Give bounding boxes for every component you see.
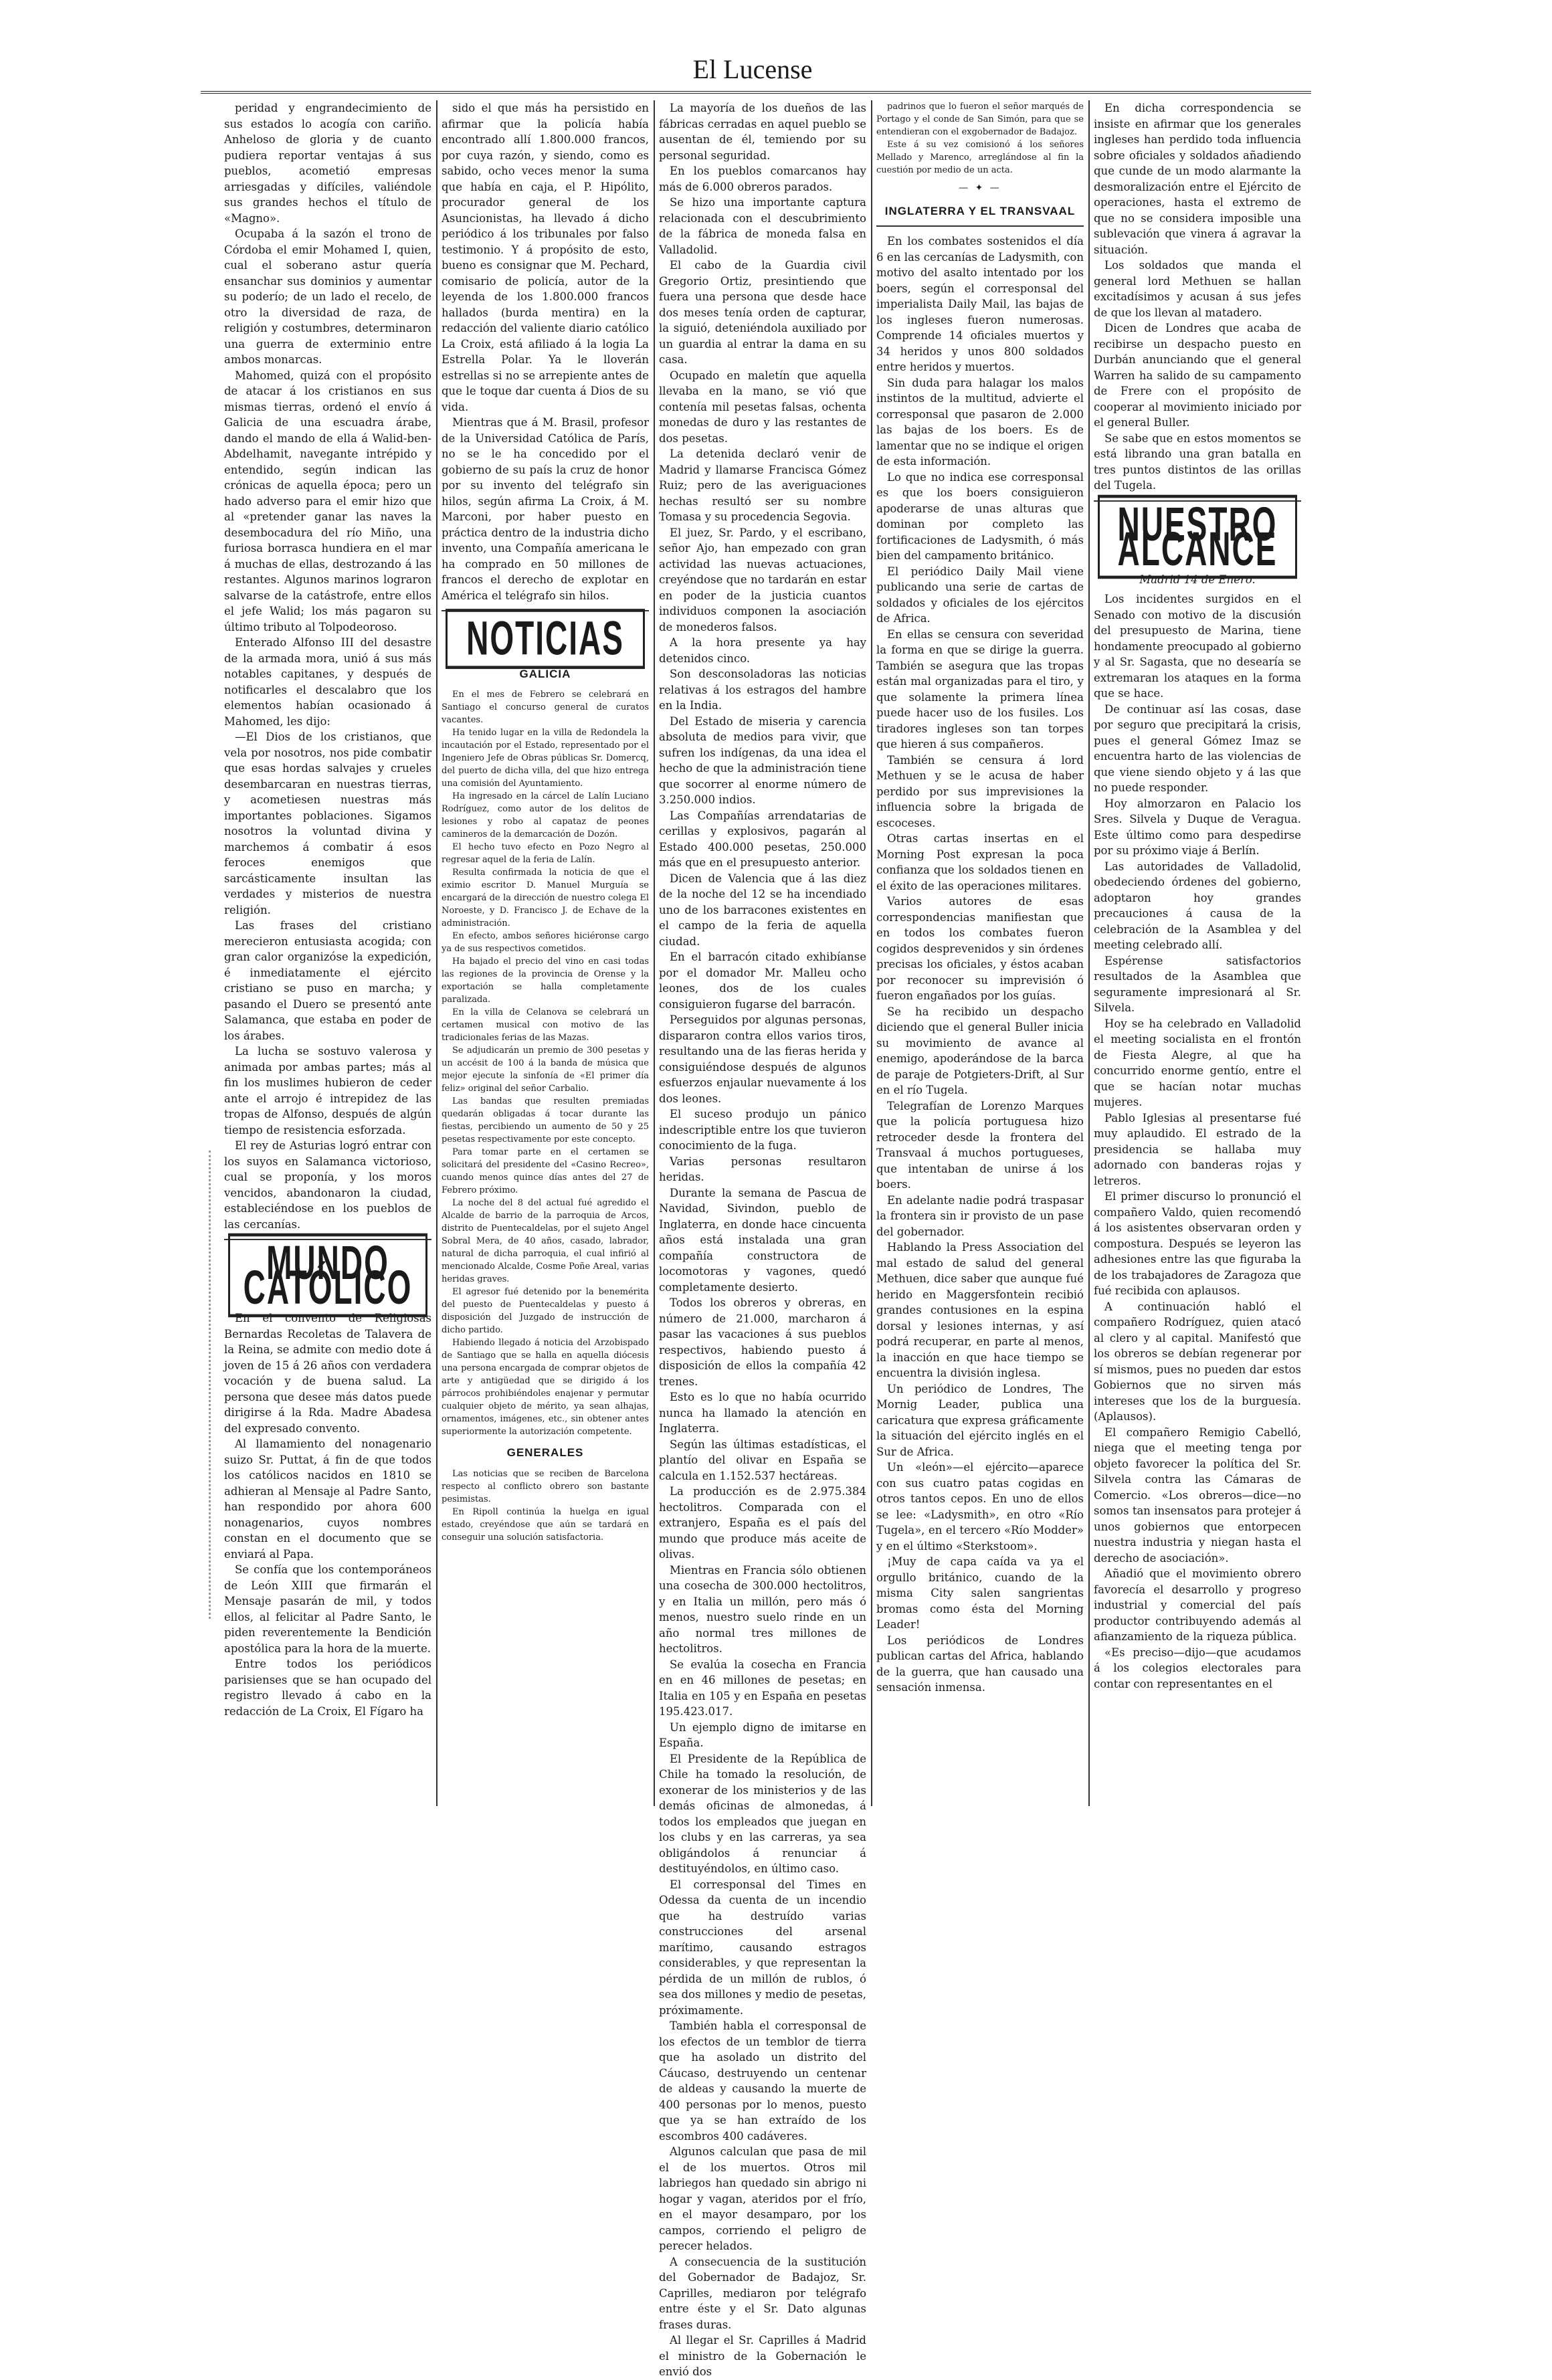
column-divider bbox=[654, 100, 655, 1806]
paragraph: Se ha recibido un despacho diciendo que el general Buller inicia su movimiento de avance al enemigo, apoderándose de la barca de paraje de Potgieters-Drift, al Sur en el río Tugela. bbox=[876, 1005, 1084, 1096]
paragraph: Perseguidos por algunas personas, dispararon contra ellos varios tiros, resultando una de las fieras herida y consiguiéndose después de algunos esfuerzos enjaular nuevamente á los dos leones. bbox=[659, 1013, 866, 1105]
paragraph: A consecuencia de la sustitución del Gobernador de Badajoz, Sr. Caprilles, mediaron por telégrafo entre éste y el Sr. Dato algunas frases duras. bbox=[659, 2255, 866, 2331]
paragraph: Esto es lo que no había ocurrido nunca ha llamado la atención en Inglaterra. bbox=[659, 1391, 866, 1435]
paragraph: Ha tenido lugar en la villa de Redondela la incautación por el Estado, representado por el Ingeniero Jefe de Obras públicas Sr. Domercq, del puerto de dicha villa, del que hizo entrega una comisión del Ayuntamiento. bbox=[442, 728, 649, 789]
column-4 bbox=[876, 100, 1084, 1799]
paragraph: En los pueblos comarcanos hay más de 6.000 obreros parados. bbox=[659, 165, 866, 193]
paragraph: Añadió que el movimiento obrero favorecía el desarrollo y progreso industrial y comercial del país productor contribuyendo además al afianzamiento de la riqueza pública. bbox=[1094, 1567, 1301, 1643]
paragraph: Algunos calculan que pasa de mil el de los muertos. Otros mil labriegos han quedado sin abrigo ni hogar y vagan, ateridos por el frío, en el mayor desamparo, por los campos, corriendo el peligro de perecer helados. bbox=[659, 2145, 866, 2252]
paragraph: Las Compañías arrendatarias de cerillas y explosivos, pagarán al Estado 400.000 pesetas, 250.000 más que en el presupuesto anterior. bbox=[659, 809, 866, 869]
paragraph: A continuación habló el compañero Rodríguez, quien atacó al clero y al capital. Manifestó que los obreros se debían regenerar por sí mismos, pues no pueden dar estos Gobiernos que no sirven más intereses que los de la burguesía. (Aplausos). bbox=[1094, 1300, 1301, 1423]
paragraph: A la hora presente ya hay detenidos cinco. bbox=[659, 636, 866, 665]
paragraph: Entre todos los periódicos parisienses que se han ocupado del registro llevado á cabo en la redacción de La Croix, El Fígaro ha bbox=[224, 1658, 431, 1718]
paragraph: Varias personas resultaron heridas. bbox=[659, 1155, 866, 1183]
paragraph: Espérense satisfactorios resultados de la Asamblea que seguramente impresionará al Sr. Silvela. bbox=[1094, 954, 1301, 1014]
paragraph: Un «león»—el ejército—aparece con sus cuatro patas cogidas en otros tantos cepos. En uno de ellos se lee: «Ladysmith», en otro «Río Tugela», en el tercero «Río Modder» y en el último «Sterkstoom». bbox=[876, 1461, 1084, 1553]
paragraph: Se confía que los contemporáneos de León XIII que firmarán el Mensaje pasarán de mil, y todos ellos, al felicitar al Padre Santo, le piden reverentemente la Bendición apostólica para la hora de la muerte. bbox=[224, 1563, 431, 1655]
column-1 bbox=[224, 100, 431, 1793]
paragraph: Ocupaba á la sazón el trono de Córdoba el emir Mohamed I, quien, cual el soberano astur quería ensanchar sus dominios y aumentar su poderío; de un lado el recelo, de otro la diversidad de raza, de religión y costumbres, determinaron una guerra de exterminio entre ambos monarcas. bbox=[224, 227, 431, 366]
paragraph: El compañero Remigio Cabelló, niega que el meeting tenga por objeto favorecer la política del Sr. Silvela contra las Cámaras de Comercio. «Los obreros—dice—no somos tan insensatos para protejer á unos gobiernos que entorpecen nuestra industria y niegan hasta el derecho de asociación». bbox=[1094, 1425, 1301, 1565]
paragraph: Otras cartas insertas en el Morning Post expresan la poca confianza que los soldados tienen en el éxito de las operaciones militares. bbox=[876, 832, 1084, 892]
dateline: Madrid 14 de Enero. bbox=[1139, 573, 1256, 586]
paragraph: Lo que no indica ese corresponsal es que los boers consiguieron apoderarse de unas alturas que dominan por completo las fortificaciones de Ladysmith, ó más bien del campamento británico. bbox=[876, 470, 1084, 562]
mundo-catolico-body bbox=[224, 1310, 431, 1719]
paragraph: Resulta confirmada la noticia de que el eximio escritor D. Manuel Murguía se encargará de la dirección de nuestro colega El Noroeste, y D. Francisco J. de Echave de la administración. bbox=[442, 868, 649, 928]
paragraph: Las frases del cristiano merecieron entusiasta acogida; con gran calor organizóse la expedición, é inmediatamente el ejército cristiano se puso en marcha; y pasando el Duero se presentó ante Salamanca, que estaba en poder de los árabes. bbox=[224, 919, 431, 1042]
paragraph: Las autoridades de Valladolid, obedeciendo órdenes del gobierno, adoptaron hoy grandes precauciones á causa de la celebración de la Asamblea y del meeting celebrado allí. bbox=[1094, 860, 1301, 951]
paragraph: Este á su vez comisionó á los señores Mellado y Marenco, arreglándose al fin la cuestión por medio de un acta. bbox=[876, 140, 1084, 175]
column-3-body bbox=[659, 100, 866, 2380]
ornament-divider: — ✦ — bbox=[959, 183, 1001, 193]
paragraph: El juez, Sr. Pardo, y el escribano, señor Ajo, han empezado con gran actividad las nuevas actuaciones, creyéndose que no tardarán en estar en poder de la justicia cuantos individuos componen la asociación de monederos falsos. bbox=[659, 526, 866, 633]
paragraph: Enterado Alfonso III del desastre de la armada mora, unió á sus más notables capitanes, y después de notificarles el descalabro que los elementos habían ocasionado á Mahomed, les dijo: bbox=[224, 636, 431, 728]
paragraph: «Es preciso—dijo—que acudamos á los colegios electorales para contar con representantes en el bbox=[1094, 1646, 1301, 1690]
column-1-body bbox=[224, 100, 431, 1232]
paragraph: peridad y engrandecimiento de sus estados lo acogía con cariño. Anheloso de gloria y de cuanto pudiera reportar ventajas á sus pueblos, acometió empresas arriesgadas y difíciles, valiéndole sus grandes hechos el título de «Magno». bbox=[224, 102, 431, 225]
paragraph: sido el que más ha persistido en afirmar que la policía había encontrado allí 1.800.000 francos, por cuya razón, y siendo, como es sabido, ocho veces menor la suma que había en caja, el P. Hipólito, procurador general de los Asuncionistas, ha llevado á dicho periódico á los tribunales por falso testimonio. Y á propósito de esto, bueno es consignar que M. Pechard, comisario de policía, autor de la leyenda de los 1.800.000 francos hallados (burda mentira) en la redacción del valiente diario católico La Croix, está afiliado á la logia La Estrella Polar. Ya le lloverán estrellas si no se arrepiente antes de que le toque dar cuenta á Dios de su vida. bbox=[442, 102, 649, 413]
paragraph: La producción es de 2.975.384 hectolitros. Comparada con el extranjero, España es el país del mundo que produce más aceite de olivas. bbox=[659, 1485, 866, 1561]
paragraph: El corresponsal del Times en Odessa da cuenta de un incendio que ha destruído varias construcciones del arsenal marítimo, causando estragos considerables, y que representan la pérdida de un millón de rublos, ó sea dos millones y medio de pesetas, próximamente. bbox=[659, 1878, 866, 2017]
paragraph: La lucha se sostuvo valerosa y animada por ambas partes; más al fin los muslimes hubieron de ceder ante el arrojo é intrepidez de las tropas de Alfonso, después de algún tiempo de resistencia esforzada. bbox=[224, 1045, 431, 1136]
paragraph: Dicen de Valencia que á las diez de la noche del 12 se ha incendiado uno de los barracones existentes en el campo de la feria de aquella ciudad. bbox=[659, 872, 866, 948]
column-3 bbox=[659, 100, 867, 2378]
paragraph: De continuar así las cosas, dase por seguro que precipitará la crisis, pues el general Gómez Imaz se encuentra harto de las violencias de que viene siendo objeto y á las que no puede responder. bbox=[1094, 702, 1301, 794]
paragraph: Las noticias que se reciben de Barcelona respecto al conflicto obrero son bastante pesimistas. bbox=[442, 1468, 649, 1504]
paragraph: En dicha correspondencia se insiste en afirmar que los generales ingleses han perdido toda influencia sobre oficiales y soldados añadiendo que cunde de un modo alarmante la desmoralización entre el Ejército de operaciones, hasta el extremo de que no se considera imposible una sublevación que vinera á agravar la situación. bbox=[1094, 102, 1301, 256]
section-rule bbox=[876, 225, 1084, 227]
paragraph: Del Estado de miseria y carencia absoluta de medios para vivir, que sufren los indígenas, da una idea el hecho de que la administración tiene que socorrer al enorme número de 3.250.000 indios. bbox=[659, 714, 867, 806]
paragraph: Los periódicos de Londres publican cartas del Africa, hablando de la guerra, que han causado una sensación inmensa. bbox=[876, 1633, 1084, 1694]
paragraph: Mientras en Francia sólo obtienen una cosecha de 300.000 hectolitros, y en Italia un millón, pero más ó menos, nuestro suelo rinde en un año normal tres millones de hectolitros. bbox=[659, 1563, 866, 1655]
paragraph: El Presidente de la República de Chile ha tomado la resolución, de exonerar de los ministerios y de las demás oficinas de almonedas, á todos los empleados que juegan en los clubs y en las carreras, ya sea obligándolos á renunciar á destituyéndolos, en último caso. bbox=[659, 1752, 866, 1875]
paragraph: En el barracón citado exhibíanse por el domador Mr. Malleu ocho leones, dos de los cuales consiguieron fugarse del barracón. bbox=[659, 951, 866, 1011]
paragraph: Ha bajado el precio del vino en casi todas las regiones de la provincia de Orense y la exportación se halla completamente paralizada. bbox=[442, 957, 649, 1005]
paragraph: Se evalúa la cosecha en Francia en en 46 millones de pesetas; en Italia en 105 y en España en pesetas 195.423.017. bbox=[659, 1658, 866, 1718]
section-title-mundo-catolico: MUNDO CATÓLICO bbox=[228, 1233, 427, 1318]
paragraph: Al llamamiento del nonagenario suizo Sr. Puttat, á fin de que todos los católicos nacidos en 1810 se adhieran al Mensaje al Padre Santo, han respondido por ahora 600 nonagenarios, cuyos nombres constan en el documento que se enviará al Papa. bbox=[224, 1437, 431, 1561]
paragraph: Pablo Iglesias al presentarse fué muy aplaudido. El estrado de la presidencia se hallaba muy adornado con banderas rojas y letreros. bbox=[1094, 1111, 1301, 1187]
paragraph: La noche del 8 del actual fué agredido el Alcalde de barrio de la parroquia de Arcos, distrito de Puentecaldelas, por el sujeto Angel Sobral Mera, de 40 años, casado, labrador, natural de dicha parroquia, el cual infirió al mencionado Alcalde, Cosme Poñe Areal, varias heridas graves. bbox=[442, 1198, 649, 1284]
paragraph: En el mes de Febrero se celebrará en Santiago el concurso general de curatos vacantes. bbox=[442, 690, 649, 725]
paragraph: Se adjudicarán un premio de 300 pesetas y un accésit de 100 á la banda de música que mejor ejecute la sinfonía de «El primer día feliz» original del señor Carbalio. bbox=[442, 1046, 649, 1094]
paragraph: Mahomed, quizá con el propósito de atacar á los cristianos en sus mismas tierras, ordenó el envío á Galicia de una escuadra árabe, dando el mando de ella á Walid-ben-Abdelhamit, navegante intrépido y entendido, según indican las crónicas de aquella época; pero un hado adverso para el emir hizo que al «pretender ganar las naves la desembocadura del río Miño, una furiosa borrasca hundiera en el mar á muchas de ellas, destrozando á las restantes. Algunos marinos lograron salvarse de la catástrofe, entre ellos el jefe Walid; los más pagaron su último tributo al Tolpodeoroso. bbox=[224, 369, 431, 633]
paragraph: En efecto, ambos señores hiciéronse cargo ya de sus respectivos cometidos. bbox=[442, 931, 649, 954]
paragraph: El hecho tuvo efecto en Pozo Negro al regresar aquel de la feria de Lalín. bbox=[442, 842, 649, 865]
paragraph: El rey de Asturias logró entrar con los suyos en Salamanca victorioso, cual se proponía, y los moros vencidos, abandonaron la ciudad, estableciéndose en los pueblos de las cercanías. bbox=[224, 1139, 431, 1231]
paragraph: Ocupado en maletín que aquella llevaba en la mano, se vió que contenía mil pesetas falsas, ochenta monedas de duro y las restantes de dos pesetas. bbox=[659, 369, 866, 445]
paragraph: Varios autores de esas correspondencias manifiestan que en todos los combates fueron cogidos desprevenidos y sin órdenes precisas los oficiales, y éstos acaban por reconocer su imprevisión ó fueron engañados por los guías. bbox=[876, 895, 1084, 1002]
paragraph: Hoy almorzaron en Palacio los Sres. Silvela y Duque de Veragua. Este último como para despedirse por su próximo viaje á Berlín. bbox=[1094, 797, 1301, 857]
paragraph: Mientras que á M. Brasil, profesor de la Universidad Católica de París, no se le ha concedido por el gobierno de su país la cruz de honor por su invento del telégrafo sin hilos, según afirma La Croix, á M. Marconi, por haber puesto en práctica dentro de la industria dicho invento, una Compañía americana le ha comprado en 50 millones de francos el derecho de explotar en América el telégrafo sin hilos. bbox=[442, 416, 649, 602]
subhead-galicia: GALICIA bbox=[519, 667, 571, 680]
paragraph: Hablando la Press Association del mal estado de salud del general Methuen, dice saber que aunque fué herido en Maggersfontein recibió grandes contusiones en la espina dorsal y lesiones internas, y así podrá recuperar, en parte al menos, la inacción en que hace tiempo se encuentra la división inglesa. bbox=[876, 1241, 1084, 1379]
paragraph: Durante la semana de Pascua de Navidad, Sivindon, pueblo de Inglaterra, en donde hace cincuenta años está instalada una gran compañía constructora de locomotoras y vagones, quedó completamente desierto. bbox=[659, 1186, 866, 1294]
subhead-inglaterra-transvaal: INGLATERRA Y EL TRANSVAAL bbox=[884, 204, 1076, 217]
column-divider bbox=[1088, 100, 1090, 1806]
paragraph: Dicen de Londres que acaba de recibirse un despacho puesto en Durbán anunciando que el general Warren ha salido de su campamento de Frere con el propósito de cooperar al movimiento iniciado por el general Buller. bbox=[1094, 322, 1301, 429]
paragraph: Hoy se ha celebrado en Valladolid el meeting socialista en el frontón de Fiesta Alegre, al que ha concurrido enorme gentío, entre el que se hacían notar muchas mujeres. bbox=[1094, 1017, 1301, 1108]
paragraph: El periódico Daily Mail viene publicando una serie de cartas de soldados y oficiales de los ejércitos de Africa. bbox=[876, 565, 1084, 625]
paragraph: En los combates sostenidos el día 6 en las cercanías de Ladysmith, con motivo del asalto intentado por los boers, según el corresponsal del imperialista Daily Mail, las bajas de los ingleses fueron numerosas. Comprende 14 oficiales muertos y 34 heridos y unos 800 soldados entre heridos y muertos. bbox=[876, 235, 1084, 373]
column-divider bbox=[871, 100, 872, 1806]
paragraph: El agresor fué detenido por la benemérita del puesto de Puentecaldelas y puesto á disposición del Juzgado de instrucción de dicho partido. bbox=[442, 1287, 649, 1335]
paragraph: El cabo de la Guardia civil Gregorio Ortiz, presintiendo que fuera una persona que desde hace dos meses tenía orden de capturar, la siguió, deteniéndola auxiliado por un guardia al entrar la dama en su casa. bbox=[659, 259, 866, 366]
column-divider bbox=[436, 100, 438, 1806]
paragraph: En adelante nadie podrá traspasar la frontera sin ir provisto de un pase del gobernador. bbox=[876, 1193, 1084, 1238]
paragraph: Un periódico de Londres, The Mornig Leader, publica una caricatura que expresa gráficamente la situación del ejército inglés en el Sur de Africa. bbox=[876, 1382, 1084, 1458]
paragraph: La detenida declaró venir de Madrid y llamarse Francisca Gómez Ruiz; pero de las averiguaciones hechas resultó ser su nombre Tomasa y su procedencia Segovia. bbox=[659, 448, 866, 523]
paragraph: También habla el corresponsal de los efectos de un temblor de tierra que ha asolado un distrito del Cáucaso, destruyendo un centenar de aldeas y causando la muerte de 400 personas por lo menos, puesto que ya se han extraído de los escombros 400 cadáveres. bbox=[659, 2019, 866, 2143]
column-4-body bbox=[876, 100, 1084, 177]
paragraph: Para tomar parte en el certamen se solicitará del presidente del «Casino Recreo», cuando menos quince días antes del 27 de Febrero próximo. bbox=[442, 1147, 649, 1195]
paragraph: En Ripoll continúa la huelga en igual estado, creyéndose que aún se tardará en conseguir una solución satisfactoria. bbox=[442, 1506, 649, 1543]
newspaper-title: El Lucense bbox=[692, 54, 813, 84]
paragraph: Telegrafían de Lorenzo Marques que la policía portuguesa hizo retroceder desde la frontera del Transvaal á muchos portugueses, que intentaban de unirse á los boers. bbox=[876, 1099, 1084, 1191]
generales-body bbox=[442, 1468, 649, 1544]
paragraph: Al llegar el Sr. Caprilles á Madrid el ministro de la Gobernación le envió dos bbox=[659, 2334, 866, 2378]
paragraph: Habiendo llegado á noticia del Arzobispado de Santiago que se halla en aquella diócesis una persona encargada de comprar objetos de arte y antigüedad que se dirigido á los párrocos prohibiéndoles enajenar y permutar cualquier objeto de mérito, ya sean alhajas, ornamentos, imágenes, etc., sin obtener antes superiormente la autorización competente. bbox=[442, 1338, 649, 1437]
paragraph: También se censura á lord Methuen y se le acusa de haber perdido por sus imprevisiones la influencia sobre la brigada de escoceses. bbox=[876, 753, 1084, 829]
paragraph: Son desconsoladoras las noticias relativas á los estragos del hambre en la India. bbox=[659, 668, 866, 712]
paragraph: Los incidentes surgidos en el Senado con motivo de la discusión del presupuesto de Marina, tiene hondamente preocupado al gobierno y al Sr. Sagasta, que no desearía se extremaran los ataques en la forma que se hace. bbox=[1094, 593, 1301, 700]
nuestro-alcance-body bbox=[1094, 591, 1301, 1692]
masthead bbox=[201, 54, 1311, 94]
paragraph: La mayoría de los dueños de las fábricas cerradas en aquel pueblo se ausentan de él, temiendo por su personal seguridad. bbox=[659, 102, 866, 162]
paragraph: Se hizo una importante captura relacionada con el descubrimiento de la fábrica de moneda falsa en Valladolid. bbox=[659, 196, 866, 256]
paragraph: Los soldados que manda el general lord Methuen se hallan excitadísimos y acusan á sus jefes de que los llevan al matadero. bbox=[1094, 259, 1301, 319]
column-2 bbox=[442, 100, 649, 1799]
paragraph: Según las últimas estadísticas, el plantío del olivar en España se calcula en 1.152.537 hectáreas. bbox=[659, 1437, 866, 1482]
paragraph: El primer discurso lo pronunció el compañero Valdo, quien recomendó á los asistentes observaran orden y compostura. Después se leyeron las adhesiones entre las que figuraba la de los trabajadores de Zaragoza que fué recibida con aplausos. bbox=[1094, 1190, 1301, 1297]
subhead-generales: GENERALES bbox=[506, 1446, 584, 1459]
margin-binding-marks bbox=[209, 1151, 224, 1619]
paragraph: Ha ingresado en la cárcel de Lalín Luciano Rodríguez, como autor de los delitos de lesiones y robo al capataz de peones camineros de la demarcación de Dozón. bbox=[442, 791, 649, 839]
section-title-nuestro-alcance: NUESTRO ALCANCE bbox=[1098, 494, 1297, 579]
paragraph: Todos los obreros y obreras, en número de 21.000, marcharon á pasar las vacaciones á sus pueblos respectivos, habiendo puesto á disposición de ellos la compañía 42 trenes. bbox=[659, 1296, 866, 1388]
masthead-rule bbox=[201, 91, 1311, 94]
section-title-noticias: NOTICIAS bbox=[446, 609, 645, 668]
paragraph: En el convento de Religiosas Bernardas Recoletas de Talavera de la Reina, se admite con medio dote á joven de 15 á 26 años con verdadera vocación y de buena salud. La persona que desee más datos puede dirigirse á la Rda. Madre Abadesa del expresado convento. bbox=[224, 1312, 431, 1435]
paragraph: padrinos que lo fueron el señor marqués de Portago y el conde de San Simón, para que se entendieran con el exgobernador de Badajoz. bbox=[876, 102, 1084, 137]
transvaal-body bbox=[876, 233, 1084, 1696]
paragraph: Se sabe que en estos momentos se está librando una gran batalla en tres puntos distintos de las orillas del Tugela. bbox=[1094, 431, 1301, 492]
paragraph: Un ejemplo digno de imitarse en España. bbox=[659, 1720, 866, 1749]
paragraph: —El Dios de los cristianos, que vela por nosotros, nos pide combatir que esas hordas salvajes y crueles desembarcaran en nuestras tierras, y acometiesen nuestras más importantes poblaciones. Sigamos nosotros la voluntad divina y marchemos á combatir á esos feroces enemigos que sarcásticamente insultan las verdades y misterios de nuestra religión. bbox=[224, 730, 431, 916]
paragraph: En la villa de Celanova se celebrará un certamen musical con motivo de las tradicionales ferias de las Mazas. bbox=[442, 1007, 649, 1043]
paragraph: En ellas se censura con severidad la forma en que se dirige la guerra. También se asegura que las tropas están mal organizadas para el tiro, y que solamente la primera línea puede hacer uso de los fusiles. Los tiradores ingleses son tan torpes que hieren á sus compañeros. bbox=[876, 627, 1084, 751]
column-2-body bbox=[442, 100, 649, 603]
paragraph: Sin duda para halagar los malos instintos de la multitud, advierte el corresponsal que pasaron de 2.000 las bajas de los boers. Es de lamentar que no se indique el origen de esta información. bbox=[876, 376, 1084, 468]
paragraph: El suceso produjo un pánico indescriptible entre los que tuvieron conocimiento de la fuga. bbox=[659, 1108, 866, 1152]
column-5 bbox=[1094, 100, 1301, 1799]
column-5-body bbox=[1094, 100, 1301, 494]
galicia-body bbox=[442, 688, 649, 1438]
paragraph: ¡Muy de capa caída va ya el orgullo británico, cuando de la misma City salen sangrientas bromas como ésta del Morning Leader! bbox=[876, 1555, 1084, 1631]
paragraph: Las bandas que resulten premiadas quedarán obligadas á tocar durante las fiestas, percibiendo un aumento de 50 y 25 pesetas respectivamente por este concepto. bbox=[442, 1096, 649, 1145]
